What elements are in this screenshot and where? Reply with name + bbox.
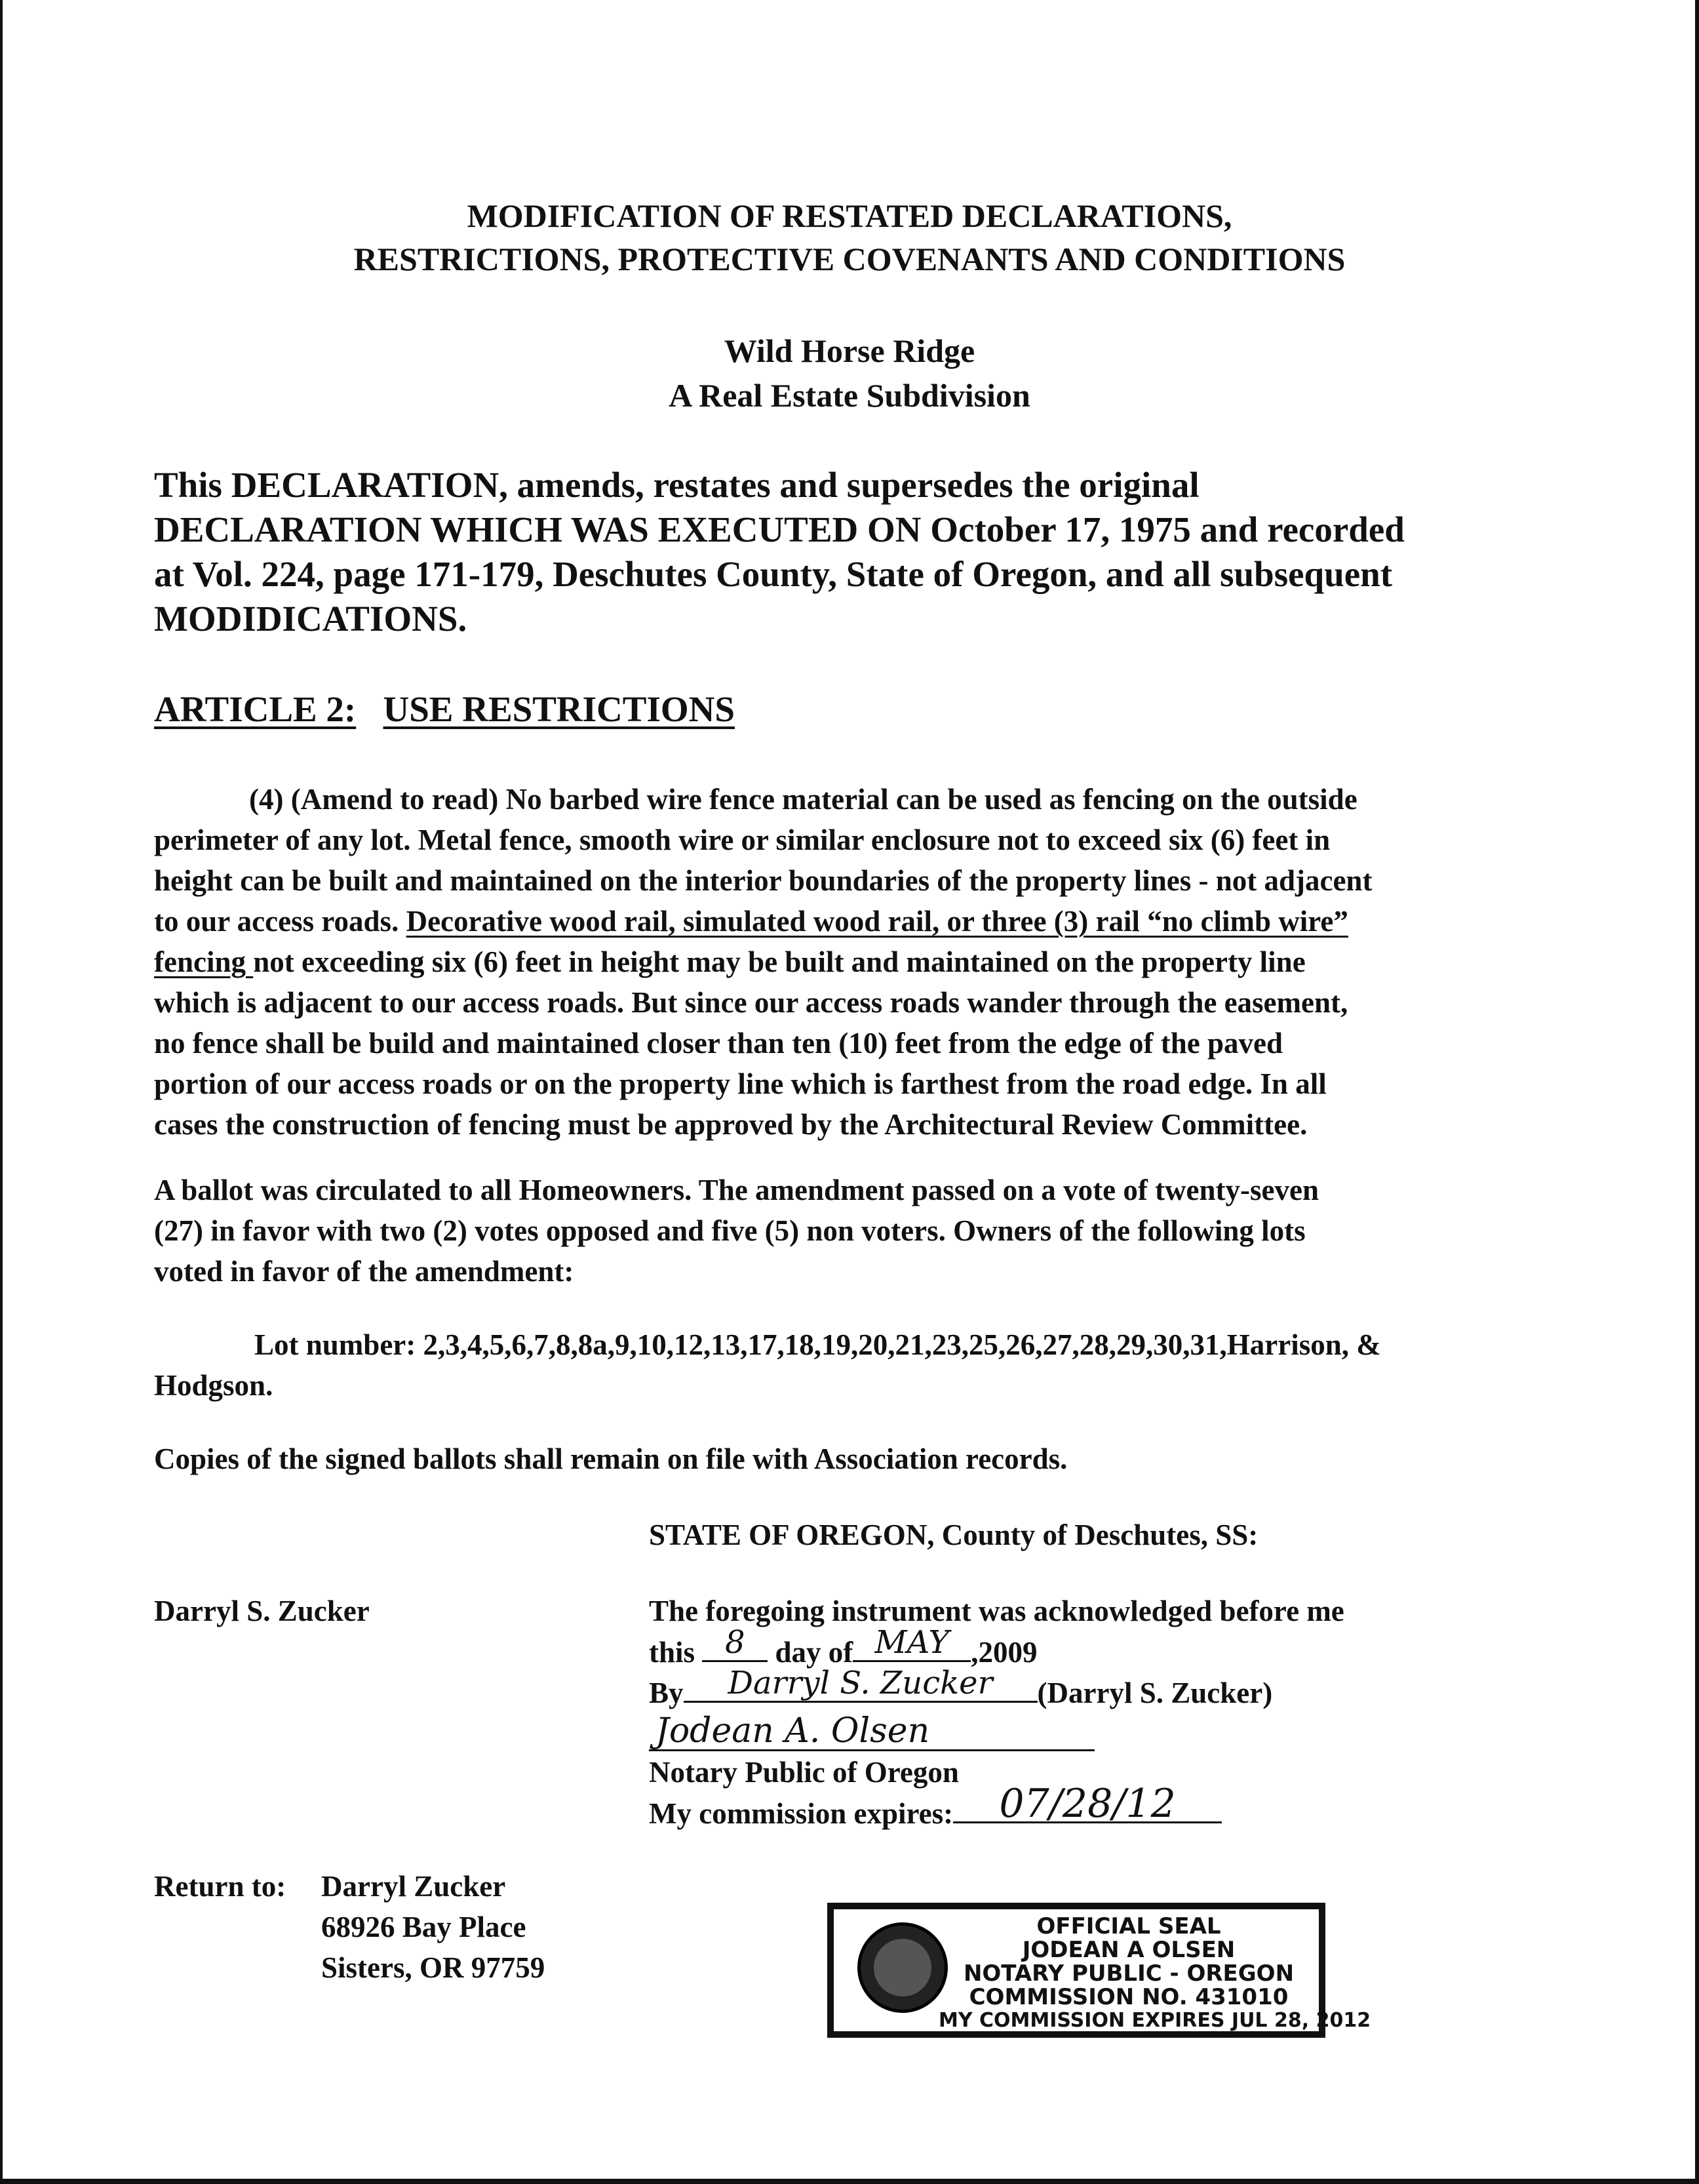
notary-state-line: STATE OF OREGON, County of Deschutes, SS: xyxy=(649,1519,1259,1551)
return-to-city: Sisters, OR 97759 xyxy=(321,1951,545,1984)
restriction-line-6: which is adjacent to our access roads. But since our access roads wander through the easement, xyxy=(154,986,1348,1019)
lot-numbers-line-1: Lot number: 2,3,4,5,6,7,8,8a,9,10,12,13,17,18,19,20,21,23,25,26,27,28,29,30,31,Harrison, & xyxy=(254,1328,1381,1361)
ballot-line-3: voted in favor of the amendment: xyxy=(154,1255,574,1288)
expires-field xyxy=(953,1781,1222,1827)
notary-signature-line xyxy=(649,1713,1095,1751)
notary-by-line xyxy=(649,1665,1273,1713)
by-printed-name: (Darryl S. Zucker) xyxy=(1037,1677,1273,1709)
this-label: this xyxy=(649,1636,695,1669)
restriction-line-3: height can be built and maintained on the interior boundaries of the property lines - not adjacent xyxy=(154,864,1373,897)
restriction-line-1: (4) (Amend to read) No barbed wire fence material can be used as fencing on the outside xyxy=(249,783,1357,816)
by-signature-field xyxy=(684,1665,1038,1703)
seal-line-3: NOTARY PUBLIC - OREGON xyxy=(963,1960,1295,1987)
seal-line-2: JODEAN A OLSEN xyxy=(1022,1937,1236,1963)
subdivision-type: A Real Estate Subdivision xyxy=(669,377,1030,414)
state-seal-emblem-center xyxy=(874,1939,931,1996)
notary-expires-line xyxy=(649,1781,1222,1834)
article-number: ARTICLE 2: xyxy=(154,689,357,729)
signer-name: Darryl S. Zucker xyxy=(154,1595,370,1627)
declaration-line-4: MODIDICATIONS. xyxy=(154,599,467,639)
copies-statement: Copies of the signed ballots shall remain on file with Association records. xyxy=(154,1442,1068,1475)
restriction-line-4-text: to our access roads. xyxy=(154,905,406,938)
return-to-label: Return to: xyxy=(154,1870,286,1903)
expires-handwritten: 07/28/12 xyxy=(999,1781,1176,1827)
declaration-line-2: DECLARATION WHICH WAS EXECUTED ON October 17, 1975 and recorded xyxy=(154,509,1405,549)
seal-text xyxy=(939,1913,1371,2033)
restriction-line-2: perimeter of any lot. Metal fence, smooth wire or similar enclosure not to exceed six (6) feet in xyxy=(154,824,1331,856)
subdivision-name: Wild Horse Ridge xyxy=(724,332,975,369)
scan-border-bottom xyxy=(0,2179,1699,2184)
seal-line-4: COMMISSION NO. 431010 xyxy=(969,1984,1289,2010)
by-label: By xyxy=(649,1677,684,1709)
ballot-line-1: A ballot was circulated to all Homeowners. The amendment passed on a vote of twenty-seven xyxy=(154,1174,1319,1206)
document-title-line-1: MODIFICATION OF RESTATED DECLARATIONS, xyxy=(467,197,1232,234)
restriction-line-8: portion of our access roads or on the property line which is farthest from the road edge. In all xyxy=(154,1067,1327,1100)
seal-line-1: OFFICIAL SEAL xyxy=(1036,1913,1221,1939)
day-of-label: day of xyxy=(775,1636,853,1669)
declaration-line-3: at Vol. 224, page 171-179, Deschutes County, State of Oregon, and all subsequent xyxy=(154,554,1393,594)
day-handwritten: 8 xyxy=(725,1624,745,1661)
ballot-line-2: (27) in favor with two (2) votes opposed and five (5) non voters. Owners of the following lots xyxy=(154,1214,1306,1247)
declaration-line-1: This DECLARATION, amends, restates and supersedes the original xyxy=(154,465,1200,505)
underlined-fencing-word: fencing xyxy=(154,945,254,978)
article-name: USE RESTRICTIONS xyxy=(383,689,735,729)
article-heading xyxy=(154,688,735,730)
notary-title: Notary Public of Oregon xyxy=(649,1756,959,1789)
restriction-line-4 xyxy=(154,901,1348,942)
year-suffix: ,2009 xyxy=(971,1636,1038,1669)
state-seal-emblem-icon xyxy=(857,1922,948,2013)
month-field xyxy=(853,1624,971,1662)
return-to-street: 68926 Bay Place xyxy=(321,1911,526,1943)
expires-label: My commission expires: xyxy=(649,1797,954,1830)
restriction-line-7: no fence shall be build and maintained closer than ten (10) feet from the edge of the paved xyxy=(154,1027,1283,1060)
restriction-line-9: cases the construction of fencing must be approved by the Architectural Review Committee. xyxy=(154,1108,1308,1141)
notary-signature: Jodean A. Olsen xyxy=(655,1711,930,1751)
day-field xyxy=(702,1624,768,1662)
lot-numbers-line-2: Hodgson. xyxy=(154,1369,273,1402)
by-signature: Darryl S. Zucker xyxy=(728,1665,993,1701)
restriction-line-5 xyxy=(154,942,1306,982)
notary-acknowledgment-line: The foregoing instrument was acknowledged before me xyxy=(649,1595,1344,1627)
official-notary-seal xyxy=(827,1903,1371,2038)
restriction-line-5-text: not exceeding six (6) feet in height may be built and maintained on the property line xyxy=(253,945,1306,978)
month-handwritten: MAY xyxy=(874,1624,950,1661)
seal-line-5: MY COMMISSION EXPIRES JUL 28, 2012 xyxy=(939,2009,1371,2032)
underlined-fencing-types: Decorative wood rail, simulated wood rail, or three (3) rail “no climb wire” xyxy=(406,905,1348,938)
document-title-line-2: RESTRICTIONS, PROTECTIVE COVENANTS AND CONDITIONS xyxy=(353,241,1346,277)
return-to-name: Darryl Zucker xyxy=(321,1870,506,1903)
